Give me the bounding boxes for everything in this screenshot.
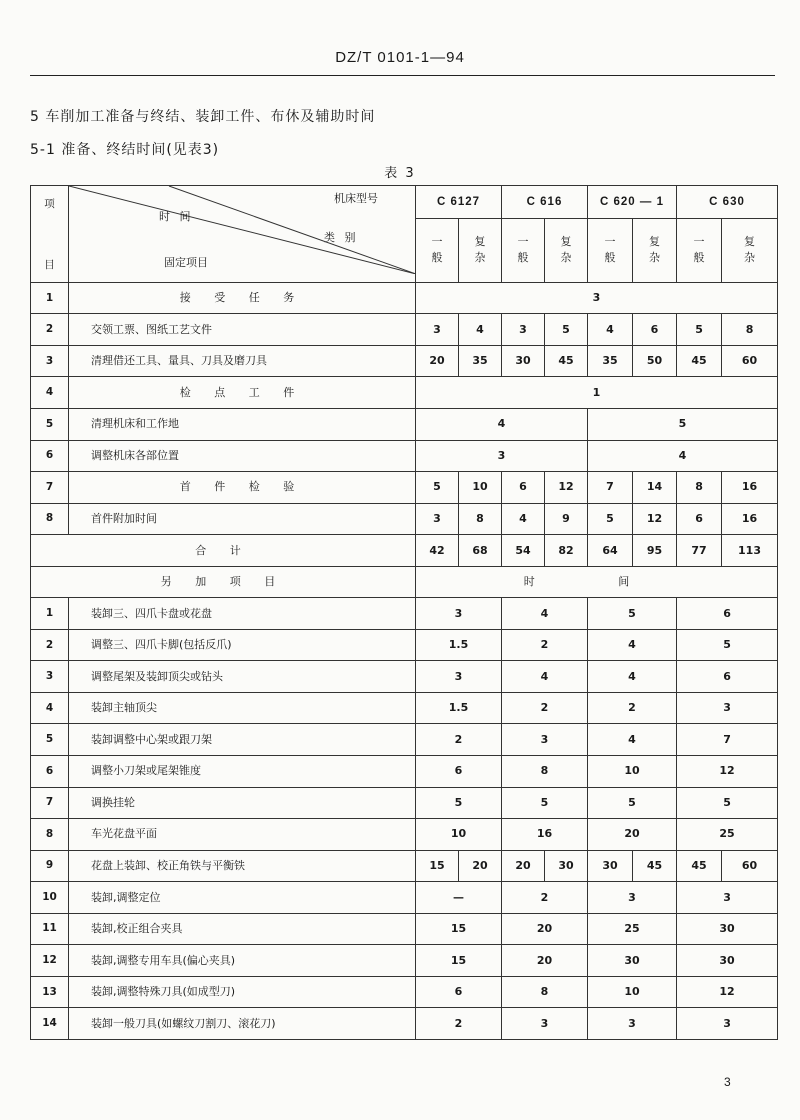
total-value: 64 <box>588 535 633 567</box>
value-cell: 3 <box>502 314 545 346</box>
value-cell: 4 <box>459 314 502 346</box>
value-cell: 20 <box>459 850 502 882</box>
item-number: 6 <box>31 756 69 788</box>
value-cell: 12 <box>633 503 677 535</box>
value-c6127-c616: 4 <box>416 408 588 440</box>
item-name: 装卸,调整特殊刀具(如成型刀) <box>69 976 416 1008</box>
machine-value: 10 <box>416 819 502 851</box>
machine-value: 3 <box>677 1008 778 1040</box>
total-value: 113 <box>722 535 778 567</box>
total-value: 82 <box>545 535 588 567</box>
category-general <box>502 218 545 282</box>
category-general <box>416 218 459 282</box>
value-cell: 12 <box>545 472 588 504</box>
header-rule <box>30 75 775 76</box>
machine-type-label: 机床型号 <box>334 192 378 205</box>
item-name: 接 受 任 务 <box>69 282 416 314</box>
item-number: 13 <box>31 976 69 1008</box>
item-name: 首件附加时间 <box>69 503 416 535</box>
extra-items-header-row <box>31 566 778 598</box>
machine-value: 25 <box>677 819 778 851</box>
section-heading: 5 车削加工准备与终结、装卸工件、布休及辅助时间 <box>30 109 376 125</box>
machine-value: 5 <box>502 787 588 819</box>
extra-items-label: 另 加 项 目 <box>31 566 416 598</box>
merged-value: 3 <box>416 282 778 314</box>
category-complex-label: 复杂 <box>744 234 756 265</box>
value-cell: 20 <box>416 345 459 377</box>
total-value: 42 <box>416 535 459 567</box>
machine-value: 5 <box>677 629 778 661</box>
machine-value: 3 <box>588 882 677 914</box>
value-cell: 35 <box>588 345 633 377</box>
value-cell: 45 <box>677 850 722 882</box>
machine-value: 3 <box>502 724 588 756</box>
machine-value: 8 <box>502 976 588 1008</box>
item-name: 花盘上装卸、校正角铁与平衡铁 <box>69 850 416 882</box>
extra-item-row <box>31 945 778 977</box>
extra-item-row <box>31 724 778 756</box>
machine-value: 12 <box>677 756 778 788</box>
item-number: 7 <box>31 787 69 819</box>
machine-value: 3 <box>416 661 502 693</box>
item-name: 装卸,校正组合夹具 <box>69 913 416 945</box>
item-number: 6 <box>31 440 69 472</box>
category-complex <box>722 218 778 282</box>
total-label: 合 计 <box>31 535 416 567</box>
extra-item-row <box>31 1008 778 1040</box>
value-cell: 3 <box>416 503 459 535</box>
item-number: 1 <box>31 282 69 314</box>
item-name: 调换挂轮 <box>69 787 416 819</box>
value-cell: 6 <box>633 314 677 346</box>
item-number: 2 <box>31 629 69 661</box>
item-number: 5 <box>31 408 69 440</box>
value-cell: 5 <box>545 314 588 346</box>
value-cell: 8 <box>677 472 722 504</box>
machine-value: — <box>416 882 502 914</box>
machine-value: 2 <box>502 692 588 724</box>
category-general <box>588 218 633 282</box>
value-cell: 16 <box>722 472 778 504</box>
item-col-top-label: 项 <box>44 198 55 210</box>
machine-value: 2 <box>588 692 677 724</box>
extra-item-row <box>31 850 778 882</box>
fixed-item-row <box>31 377 778 409</box>
machine-value: 2 <box>502 629 588 661</box>
item-number: 14 <box>31 1008 69 1040</box>
machine-value: 4 <box>502 661 588 693</box>
value-cell: 14 <box>633 472 677 504</box>
machine-value: 25 <box>588 913 677 945</box>
value-cell: 30 <box>502 345 545 377</box>
table-caption: 表 3 <box>384 166 416 181</box>
item-number: 8 <box>31 819 69 851</box>
machine-value: 2 <box>416 1008 502 1040</box>
item-name: 检 点 工 件 <box>69 377 416 409</box>
fixed-item-row <box>31 503 778 535</box>
category-complex-label: 复杂 <box>474 234 486 265</box>
item-number: 8 <box>31 503 69 535</box>
item-number: 11 <box>31 913 69 945</box>
machine-value: 30 <box>677 913 778 945</box>
diagonal-header-cell <box>69 186 416 283</box>
machine-value: 4 <box>502 598 588 630</box>
extra-item-row <box>31 692 778 724</box>
machine-value: 3 <box>416 598 502 630</box>
item-name: 调整机床各部位置 <box>69 440 416 472</box>
category-general <box>677 218 722 282</box>
fixed-item-row <box>31 408 778 440</box>
machine-value: 12 <box>677 976 778 1008</box>
machine-value: 4 <box>588 661 677 693</box>
value-c6127-c616: 3 <box>416 440 588 472</box>
time-standard-table <box>30 185 778 1040</box>
machine-c620-1: C 620 — 1 <box>588 186 677 219</box>
item-number: 7 <box>31 472 69 504</box>
category-general-label: 一般 <box>431 234 443 265</box>
item-number: 10 <box>31 882 69 914</box>
fixed-item-row <box>31 440 778 472</box>
item-number: 5 <box>31 724 69 756</box>
item-name: 调整三、四爪卡脚(包括反爪) <box>69 629 416 661</box>
extra-item-row <box>31 913 778 945</box>
extra-item-row <box>31 661 778 693</box>
category-label: 类 别 <box>324 231 359 244</box>
fixed-item-row <box>31 282 778 314</box>
fixed-item-row <box>31 345 778 377</box>
subsection-heading: 5-1 准备、终结时间(见表3) <box>30 142 220 158</box>
machine-value: 3 <box>588 1008 677 1040</box>
machine-value: 3 <box>677 692 778 724</box>
total-value: 77 <box>677 535 722 567</box>
machine-value: 6 <box>416 756 502 788</box>
total-row <box>31 535 778 567</box>
item-name: 清理机床和工作地 <box>69 408 416 440</box>
machine-value: 10 <box>588 756 677 788</box>
item-name: 装卸,调整定位 <box>69 882 416 914</box>
machine-value: 5 <box>416 787 502 819</box>
category-complex-label: 复杂 <box>560 234 572 265</box>
machine-value: 15 <box>416 945 502 977</box>
item-number: 9 <box>31 850 69 882</box>
machine-value: 1.5 <box>416 629 502 661</box>
machine-c616: C 616 <box>502 186 588 219</box>
value-cell: 5 <box>677 314 722 346</box>
machine-value: 2 <box>502 882 588 914</box>
value-cell: 6 <box>502 472 545 504</box>
machine-value: 5 <box>677 787 778 819</box>
category-general-label: 一般 <box>604 234 616 265</box>
value-cell: 5 <box>588 503 633 535</box>
machine-value: 30 <box>588 945 677 977</box>
item-number: 4 <box>31 377 69 409</box>
machine-value: 4 <box>588 629 677 661</box>
item-col-bottom-label: 目 <box>44 258 55 271</box>
fixed-item-row <box>31 472 778 504</box>
time-label: 时 间 <box>159 210 194 223</box>
item-name: 装卸,调整专用车具(偏心夹具) <box>69 945 416 977</box>
value-cell: 45 <box>633 850 677 882</box>
item-name: 装卸主轴顶尖 <box>69 692 416 724</box>
value-cell: 20 <box>502 850 545 882</box>
extra-item-row <box>31 598 778 630</box>
machine-value: 5 <box>588 598 677 630</box>
machine-c630: C 630 <box>677 186 778 219</box>
extra-item-row <box>31 976 778 1008</box>
machine-value: 7 <box>677 724 778 756</box>
category-complex-label: 复杂 <box>649 234 660 265</box>
machine-value: 20 <box>502 945 588 977</box>
item-name: 车光花盘平面 <box>69 819 416 851</box>
category-general-label: 一般 <box>517 234 529 265</box>
extra-item-row <box>31 629 778 661</box>
value-cell: 30 <box>588 850 633 882</box>
value-cell: 45 <box>545 345 588 377</box>
machine-value: 2 <box>416 724 502 756</box>
value-cell: 45 <box>677 345 722 377</box>
item-name: 调整小刀架或尾架锥度 <box>69 756 416 788</box>
machine-value: 20 <box>588 819 677 851</box>
item-name: 调整尾架及装卸顶尖或钻头 <box>69 661 416 693</box>
value-cell: 9 <box>545 503 588 535</box>
item-name: 装卸一般刀具(如螺纹刀割刀、滚花刀) <box>69 1008 416 1040</box>
value-cell: 16 <box>722 503 778 535</box>
value-c620-c630: 4 <box>588 440 778 472</box>
machine-value: 15 <box>416 913 502 945</box>
machine-value: 1.5 <box>416 692 502 724</box>
machine-value: 6 <box>416 976 502 1008</box>
item-number: 2 <box>31 314 69 346</box>
machine-value: 20 <box>502 913 588 945</box>
value-cell: 35 <box>459 345 502 377</box>
merged-value: 1 <box>416 377 778 409</box>
item-number-header <box>31 186 69 283</box>
machine-c6127: C 6127 <box>416 186 502 219</box>
category-complex <box>545 218 588 282</box>
machine-value: 6 <box>677 598 778 630</box>
machine-value: 8 <box>502 756 588 788</box>
machine-value: 3 <box>677 882 778 914</box>
extra-item-row <box>31 756 778 788</box>
value-cell: 8 <box>722 314 778 346</box>
value-cell: 4 <box>588 314 633 346</box>
item-name: 首 件 检 验 <box>69 472 416 504</box>
item-name: 装卸调整中心架或跟刀架 <box>69 724 416 756</box>
item-number: 4 <box>31 692 69 724</box>
item-name: 清理借还工具、量具、刀具及磨刀具 <box>69 345 416 377</box>
machine-value: 6 <box>677 661 778 693</box>
machine-value: 5 <box>588 787 677 819</box>
value-cell: 8 <box>459 503 502 535</box>
item-number: 3 <box>31 345 69 377</box>
value-cell: 60 <box>722 345 778 377</box>
extra-item-row <box>31 787 778 819</box>
category-complex <box>459 218 502 282</box>
category-complex <box>633 218 677 282</box>
machine-header-row <box>31 186 778 219</box>
total-value: 95 <box>633 535 677 567</box>
machine-value: 10 <box>588 976 677 1008</box>
fixed-items-label: 固定项目 <box>164 256 208 269</box>
value-cell: 5 <box>416 472 459 504</box>
value-cell: 6 <box>677 503 722 535</box>
item-name: 交领工票、图纸工艺文件 <box>69 314 416 346</box>
category-general-label: 一般 <box>693 234 705 265</box>
machine-value: 30 <box>677 945 778 977</box>
value-cell: 50 <box>633 345 677 377</box>
page-number: 3 <box>724 1075 731 1089</box>
value-cell: 60 <box>722 850 778 882</box>
value-cell: 30 <box>545 850 588 882</box>
extra-item-row <box>31 819 778 851</box>
extra-item-row <box>31 882 778 914</box>
standard-code-header: DZ/T 0101-1—94 <box>335 49 465 66</box>
value-cell: 4 <box>502 503 545 535</box>
machine-value: 4 <box>588 724 677 756</box>
machine-value: 3 <box>502 1008 588 1040</box>
value-cell: 10 <box>459 472 502 504</box>
total-value: 54 <box>502 535 545 567</box>
item-number: 3 <box>31 661 69 693</box>
value-cell: 3 <box>416 314 459 346</box>
machine-value: 16 <box>502 819 588 851</box>
extra-time-label: 时 间 <box>416 566 778 598</box>
item-name: 装卸三、四爪卡盘或花盘 <box>69 598 416 630</box>
value-cell: 15 <box>416 850 459 882</box>
item-number: 1 <box>31 598 69 630</box>
value-c620-c630: 5 <box>588 408 778 440</box>
item-number: 12 <box>31 945 69 977</box>
total-value: 68 <box>459 535 502 567</box>
value-cell: 7 <box>588 472 633 504</box>
fixed-item-row <box>31 314 778 346</box>
